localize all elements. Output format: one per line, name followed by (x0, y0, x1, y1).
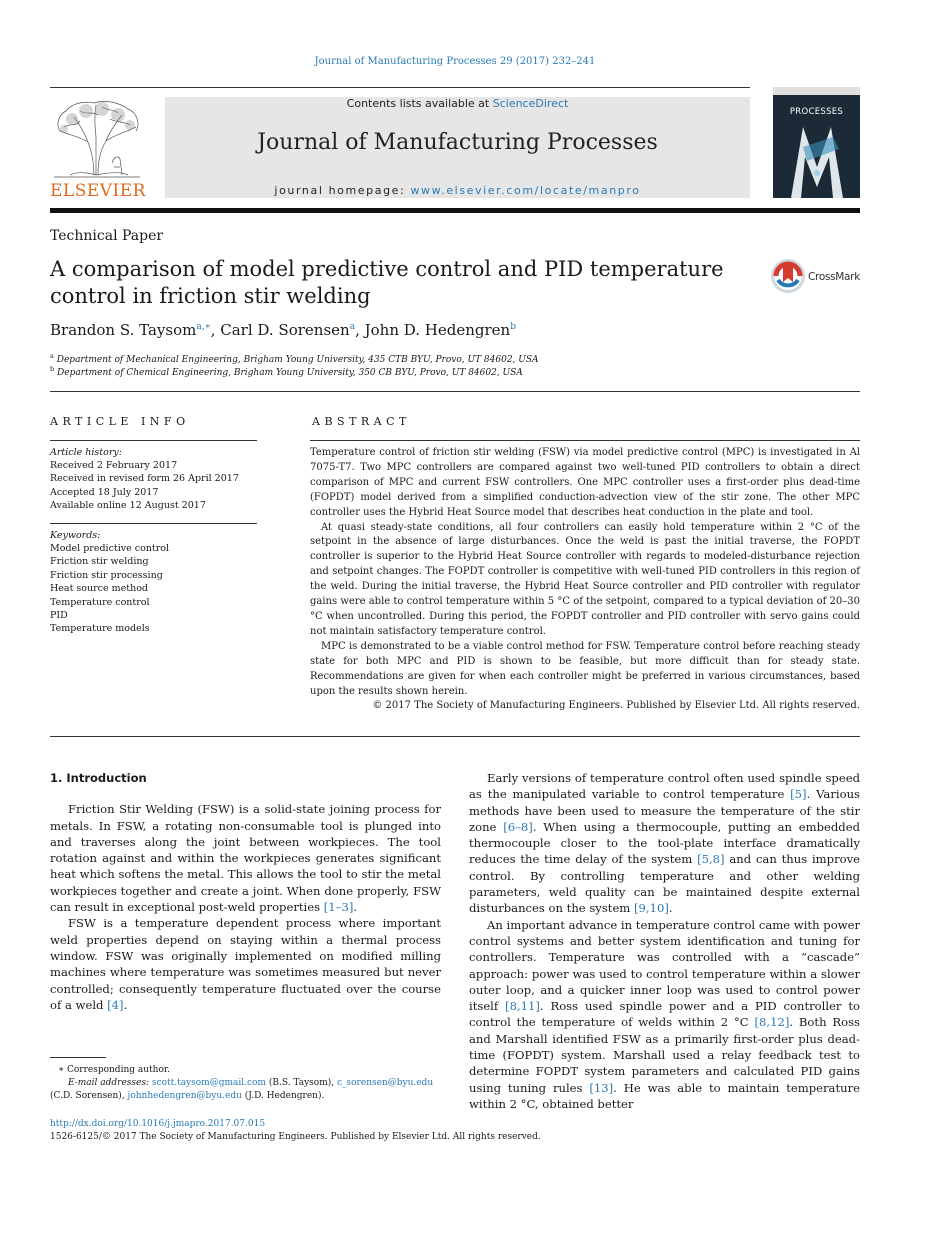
cover-art (773, 87, 860, 198)
body-text: FSW is a temperature dependent process where important weld properties depend on staying within a thermal process window. FSW was originally implemented on modified milling machines where temperature was sometimes measured but never controlled; consequently temperature fluctuated over the course of a weld (50, 916, 441, 1012)
abstract-paragraph: Temperature control of friction stir welding (FSW) via model predictive control (MPC) is investigated in Al 7075-T7. Two MPC controllers are compared against two well-tuned PID controllers to obtain a direct comparison of MPC and current FSW controllers. One MPC controller uses a first-order plus dead-time (FOPDT) model derived from a simplified conduction-advection view of the stir zone. The other MPC controller uses the Hybrid Heat Source model that describes heat conduction in the plate and tool. (310, 447, 860, 518)
abstract-paragraph: At quasi steady-state conditions, all four controllers can easily hold temperature within 2 °C of the setpoint in the absence of large disturbances. Once the weld is past the initial traverse, the FOPDT controller is superior to the Hybrid Heat Source controller with regards to modeled-disturbance rejection and setpoint changes. The FOPDT controller is competitive with well-tuned PID controllers in this region of the weld. During the initial traverse, the Hybrid Heat Source controller and PID controller with regulator gains were able to control temperature within 5 °C of the setpoint, compared to a typical deviation of 20–30 °C when uncontrolled. During this period, the FOPDT controller and PID controller with servo gains could not maintain satisfactory temperature control. (310, 521, 860, 637)
author-affiliation-marker[interactable]: b (510, 322, 516, 332)
body-text: . He was able to maintain temperature within 2 °C, obtained better (469, 1080, 860, 1111)
author-name: Brandon S. Taysom (50, 321, 197, 339)
author-affiliation-marker[interactable]: a (349, 322, 356, 332)
elsevier-wordmark: ELSEVIER (50, 181, 146, 201)
article-title: A comparison of model predictive control and PID temperature control in friction stir welding (50, 257, 724, 308)
history-entry: Available online 12 August 2017 (50, 499, 206, 511)
keyword-item: Model predictive control (50, 543, 170, 554)
keyword-item: Heat source method (50, 583, 148, 595)
corresponding-author-note: ∗ Corresponding author. (58, 1065, 171, 1075)
section-heading-introduction: 1. Introduction (50, 771, 147, 785)
email-link-hedengren[interactable]: johnhedengren@byu.edu (127, 1091, 242, 1101)
affiliation-mark: a (50, 352, 54, 360)
body-divider (50, 736, 860, 737)
article-info-heading: ARTICLE INFO (50, 415, 190, 428)
affiliation-text: Department of Mechanical Engineering, Brigham Young University, 435 CTB BYU, Provo, UT 84602, USA (56, 355, 539, 365)
keyword-item: Friction stir processing (50, 569, 163, 581)
email-link-sorensen[interactable]: c_sorensen@byu.edu (336, 1078, 434, 1088)
body-text: . Both Ross and Marshall identified FSW as a primarily first-order plus dead-time (FOPDT) system. Marshall used a relay feedback test to determine FOPDT system parameters and calculated PID gains using tuning rules (469, 1015, 860, 1095)
article-info-rule (50, 440, 257, 441)
body-text: and can thus improve control. By controlling temperature and other welding parameters, weld quality can be maintained despite external disturbances on the system (469, 852, 861, 916)
journal-cover-thumbnail[interactable] (773, 87, 860, 198)
front-matter-divider (50, 391, 860, 392)
body-text: . Various methods have been used to measure the temperature of the stir zone (469, 787, 860, 834)
contents-prefix: Contents lists available at (346, 97, 493, 110)
email-owner: (J.D. Hedengren). (241, 1091, 325, 1101)
body-paragraph (469, 917, 860, 1113)
email-link-taysom[interactable]: scott.taysom@gmail.com (151, 1078, 266, 1088)
citation-link[interactable]: [1–3] (323, 900, 354, 915)
citation-link[interactable]: [13] (589, 1080, 614, 1095)
abstract-rule (310, 440, 860, 441)
body-column-right (469, 770, 860, 1112)
citation-link[interactable]: [6–8] (503, 819, 533, 834)
body-text: . (123, 997, 128, 1012)
affiliation-text: Department of Chemical Engineering, Brigham Young University, 350 CB BYU, Provo, UT 84602, USA (57, 368, 523, 378)
body-paragraph (50, 915, 441, 1013)
abstract-body (310, 446, 860, 714)
body-text: . (668, 901, 673, 916)
keywords-label: Keywords: (50, 530, 101, 541)
keyword-item: PID (50, 610, 68, 621)
history-entry: Received 2 February 2017 (50, 460, 178, 471)
body-text: Early versions of temperature control often used spindle speed as the manipulated variable to control temperature (469, 771, 860, 802)
homepage-prefix: journal homepage: (274, 184, 411, 197)
contents-line (165, 97, 750, 110)
citation-link[interactable]: [8,11] (505, 999, 540, 1014)
citation-link[interactable]: [8,12] (754, 1015, 790, 1030)
citation-link[interactable]: [4] (107, 997, 124, 1012)
affiliation-b (50, 365, 523, 378)
issn-copyright: 1526-6125/© 2017 The Society of Manufacturing Engineers. Published by Elsevier Ltd. All rights reserved. (50, 1132, 541, 1142)
author-name: John D. Hedengren (364, 321, 511, 339)
email-label: E-mail addresses: (68, 1078, 150, 1088)
top-divider (50, 87, 750, 88)
footnote-rule (50, 1057, 106, 1058)
citation-link[interactable]: [5] (790, 787, 807, 802)
author-name: Carl D. Sorensen (220, 321, 350, 339)
homepage-link[interactable]: www.elsevier.com/locate/manpro (410, 184, 641, 197)
abstract-copyright: © 2017 The Society of Manufacturing Engineers. Published by Elsevier Ltd. All rights reserved. (372, 700, 860, 712)
keyword-item: Temperature control (50, 596, 150, 608)
body-text: . Ross used spindle power and a PID controller to control the temperature of welds within 2 °C (469, 999, 860, 1030)
cover-title: PROCESSES (789, 107, 844, 117)
history-label: Article history: (50, 447, 122, 458)
affiliation-a (50, 352, 539, 365)
abstract-heading: ABSTRACT (312, 415, 411, 428)
email-owner: (C.D. Sorensen), (50, 1091, 128, 1101)
email-line (68, 1078, 433, 1088)
history-entry: Accepted 18 July 2017 (50, 486, 159, 498)
citation-link[interactable]: [5,8] (697, 852, 725, 867)
homepage-line (165, 184, 750, 197)
body-text: Friction Stir Welding (FSW) is a solid-state joining process for metals. In FSW, a rotating non-consumable tool is plunged into and traverses along the joint between workpieces. The tool rotation against and within the workpieces generates significant heat which softens the metal. This allows the tool to stir the metal workpieces together and create a joint. When done properly, FSW can result in exceptional post-weld properties (50, 802, 441, 915)
body-text: An important advance in temperature control came with power control systems and better system identification and tuning for controllers. Temperature was controlled with a “cascade” approach: power was used to control temperature within a slower outer loop, and a quicker inner loop was used to control power itself (469, 917, 860, 1014)
crossmark-label: CrossMark (808, 271, 860, 283)
article-type: Technical Paper (50, 228, 164, 244)
journal-name: Journal of Manufacturing Processes (257, 130, 658, 155)
body-paragraph (50, 801, 441, 915)
doi-link[interactable]: http://dx.doi.org/10.1016/j.jmapro.2017.07.015 (50, 1119, 266, 1129)
author-list: Brandon S. Taysom$^{a,∗}$, Carl D. Sorensen$^a$, John D. Hedengren$^b$ (50, 321, 516, 339)
journal-citation[interactable]: Journal of Manufacturing Processes 29 (2017) 232–241 (314, 56, 596, 67)
keyword-item: Temperature models (50, 623, 150, 635)
history-entry: Received in revised form 26 April 2017 (50, 473, 239, 485)
body-paragraph (469, 770, 860, 917)
sciencedirect-link[interactable]: ScienceDirect (492, 97, 569, 110)
header-thick-rule (50, 208, 860, 213)
email-owner: (B.S. Taysom), (266, 1078, 337, 1088)
citation-link[interactable]: [9,10] (634, 901, 669, 916)
keyword-item: Friction stir welding (50, 556, 149, 568)
affiliation-mark: b (50, 365, 55, 373)
abstract-paragraph: MPC is demonstrated to be a viable control method for FSW. Temperature control before reaching steady state for both MPC and PID is shown to be feasible, but more difficult than for steady state. Recommendations are given for when each controller might be preferred in various circumstances, based upon the results shown herein. (310, 640, 860, 697)
email-line-2 (50, 1091, 324, 1101)
author-affiliation-marker[interactable]: a,∗ (196, 322, 211, 332)
body-text: . (353, 900, 358, 915)
body-text: . When using a thermocouple, putting an embedded thermocouple closer to the tool-plate interface dramatically reduces the time delay of the system (469, 819, 860, 867)
keywords-rule (50, 523, 257, 524)
body-column-left (50, 770, 441, 1013)
